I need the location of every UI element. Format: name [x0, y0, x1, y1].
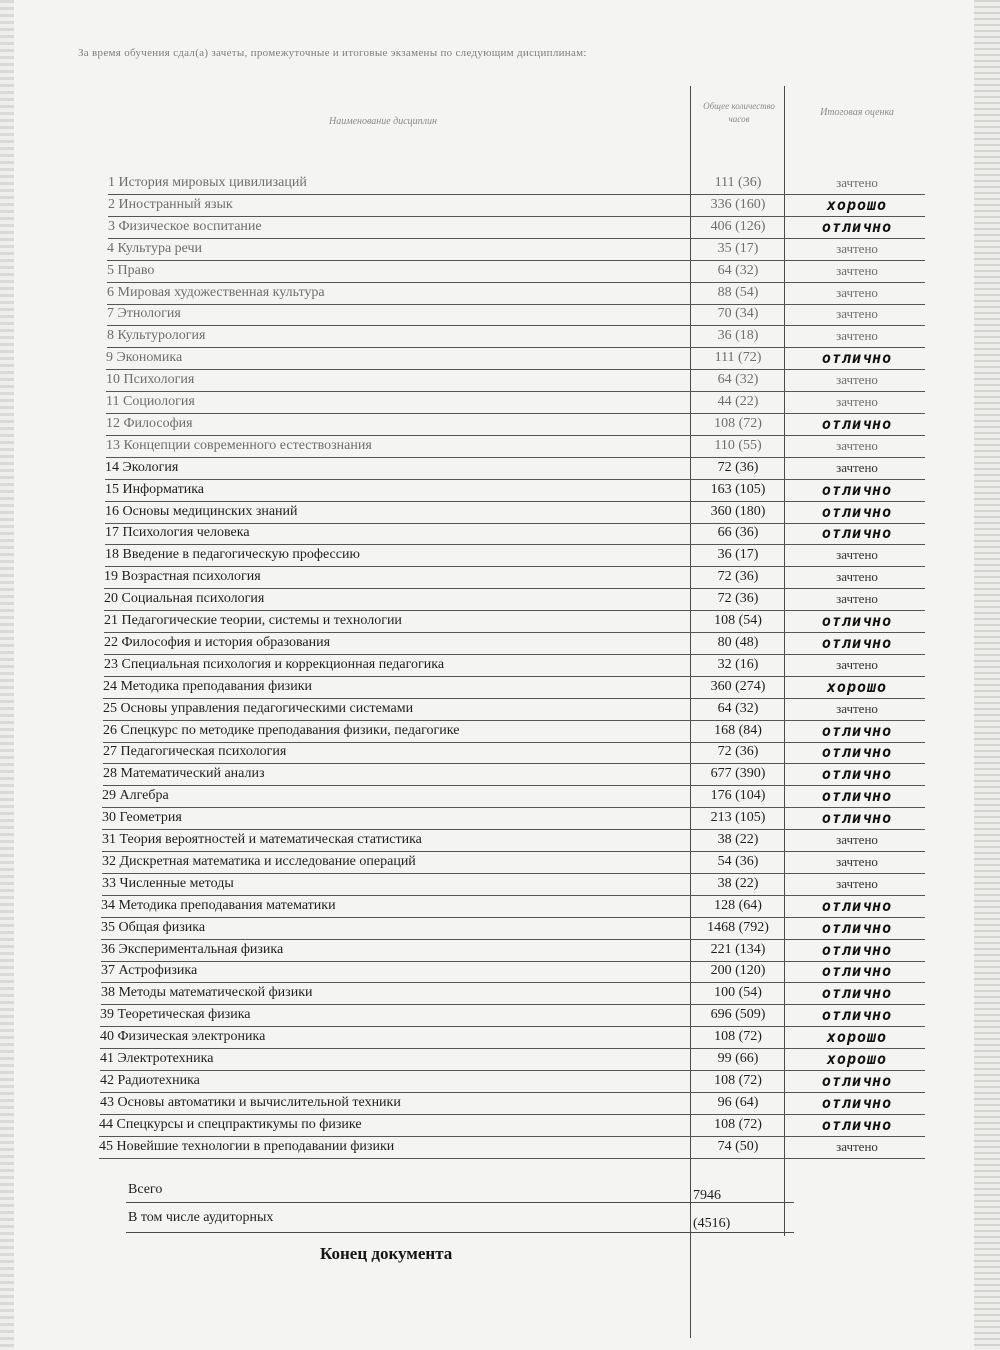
subject-title: Спецкурс по методике преподавания физики, педагогике — [120, 723, 460, 738]
subject-grade: отлично — [821, 415, 893, 433]
subject-title: Электротехника — [117, 1051, 214, 1066]
subject-hours: 111 (72) — [714, 350, 762, 365]
subject-title: Этнология — [117, 306, 181, 321]
subject-hours: 406 (126) — [710, 219, 766, 234]
subject-number: 44 — [99, 1117, 113, 1132]
subject-hours: 36 (17) — [717, 547, 759, 562]
subject-grade: отлично — [821, 612, 893, 630]
subject-name — [107, 325, 205, 347]
subject-hours: 64 (32) — [717, 263, 759, 278]
table-row — [102, 851, 925, 874]
table-row — [107, 238, 925, 261]
subject-grade: хорошо — [826, 678, 888, 696]
subject-name — [107, 282, 325, 304]
subject-grade: отлично — [821, 1094, 893, 1112]
subject-number: 43 — [100, 1095, 114, 1110]
subject-grade: зачтено — [836, 460, 878, 475]
subject-name — [105, 522, 250, 544]
table-row — [99, 1136, 925, 1159]
subject-grade: хорошо — [826, 1050, 888, 1068]
subject-name — [100, 1070, 200, 1092]
subject-name — [104, 654, 444, 676]
table-row — [103, 741, 925, 764]
subject-title: Основы медицинских знаний — [122, 504, 298, 519]
table-row — [100, 1026, 925, 1049]
auditory-hours-value: (4516) — [693, 1216, 731, 1231]
table-row — [105, 501, 925, 524]
table-row — [101, 895, 925, 918]
subject-grade: зачтено — [836, 547, 878, 562]
subject-hours: 696 (509) — [710, 1007, 766, 1022]
subject-name — [104, 632, 330, 654]
subject-hours: 99 (66) — [717, 1051, 759, 1066]
subject-title: Психология — [123, 372, 195, 387]
subject-number: 4 — [107, 241, 114, 256]
subject-grade: отлично — [821, 1006, 893, 1024]
subject-number: 19 — [104, 569, 118, 584]
subject-hours: 100 (54) — [714, 985, 762, 1000]
subject-grade: отлично — [821, 897, 893, 915]
subject-number: 33 — [102, 876, 116, 891]
subject-number: 3 — [108, 219, 115, 234]
subject-number: 35 — [101, 920, 115, 935]
subject-name — [102, 873, 234, 895]
subject-name — [102, 807, 182, 829]
table-row — [106, 413, 925, 436]
subject-title: Основы управления педагогическими системами — [120, 701, 414, 716]
subject-hours: 200 (120) — [710, 963, 766, 978]
table-row — [103, 676, 925, 699]
subject-hours: 38 (22) — [717, 876, 759, 891]
subject-name — [101, 917, 205, 939]
subject-name — [106, 391, 195, 413]
subject-title: Общая физика — [118, 920, 206, 935]
column-header-hours: Общее количество часов — [703, 101, 775, 124]
subject-grade: отлично — [821, 919, 893, 937]
subject-title: Математический анализ — [120, 766, 265, 781]
table-row — [101, 982, 925, 1005]
subject-name — [108, 172, 307, 194]
subject-grade: зачтено — [836, 854, 878, 869]
subject-name — [103, 763, 265, 785]
subject-number: 32 — [102, 854, 116, 869]
subject-title: Социология — [122, 394, 195, 409]
subject-number: 28 — [103, 766, 117, 781]
subject-grade: зачтено — [836, 372, 878, 387]
table-row — [106, 369, 925, 392]
subject-name — [105, 479, 204, 501]
subject-grade: зачтено — [836, 657, 878, 672]
scan-edge-left — [0, 0, 14, 1350]
table-row — [100, 1048, 925, 1071]
table-row — [100, 1070, 925, 1093]
subject-grade: зачтено — [836, 438, 878, 453]
table-row — [106, 435, 925, 458]
subject-grade: зачтено — [836, 832, 878, 847]
subject-title: Физическая электроника — [117, 1029, 266, 1044]
table-row — [102, 807, 925, 830]
subject-title: Экономика — [116, 350, 183, 365]
table-row — [108, 172, 925, 195]
subject-hours: 35 (17) — [717, 241, 759, 256]
table-row — [104, 610, 925, 633]
subject-grade: отлично — [821, 503, 893, 521]
subject-hours: 336 (160) — [710, 197, 766, 212]
subject-number: 5 — [107, 263, 114, 278]
subject-name — [106, 413, 193, 435]
table-row — [101, 917, 925, 940]
subject-title: Социальная психология — [121, 591, 265, 606]
subject-title: Алгебра — [119, 788, 169, 803]
subject-hours: 36 (18) — [717, 328, 759, 343]
table-row — [106, 347, 925, 370]
subject-name — [108, 194, 233, 216]
subject-name — [104, 588, 264, 610]
total-label: Всего — [128, 1182, 163, 1197]
subject-title: Астрофизика — [118, 963, 198, 978]
subject-number: 31 — [102, 832, 116, 847]
subject-title: Радиотехника — [117, 1073, 200, 1088]
subject-title: Теория вероятностей и математическая статистика — [119, 832, 422, 847]
subject-grade: хорошо — [826, 1028, 888, 1046]
subject-hours: 80 (48) — [717, 635, 759, 650]
subject-title: Физическое воспитание — [118, 219, 262, 234]
subject-name — [108, 216, 262, 238]
table-row — [104, 588, 925, 611]
subject-hours: 88 (54) — [717, 285, 759, 300]
subject-hours: 64 (32) — [717, 701, 759, 716]
subject-name — [106, 369, 194, 391]
subject-name — [104, 566, 261, 588]
subject-title: Специальная психология и коррекционная педагогика — [121, 657, 445, 672]
subject-grade: отлично — [821, 941, 893, 959]
subject-grade: отлично — [821, 787, 893, 805]
subject-hours: 163 (105) — [710, 482, 766, 497]
subject-number: 8 — [107, 328, 114, 343]
subject-grade: отлично — [821, 218, 893, 236]
subject-title: Концепции современного естествознания — [123, 438, 372, 453]
subject-grade: отлично — [821, 962, 893, 980]
subject-number: 23 — [104, 657, 118, 672]
subject-name — [101, 960, 197, 982]
subject-title: Культурология — [117, 328, 206, 343]
subject-number: 39 — [100, 1007, 114, 1022]
subject-title: Педагогическая психология — [120, 744, 287, 759]
subject-number: 13 — [106, 438, 120, 453]
subject-hours: 221 (134) — [710, 942, 766, 957]
subject-hours: 66 (36) — [717, 525, 759, 540]
subject-title: Философия и история образования — [121, 635, 331, 650]
subject-title: Спецкурсы и спецпрактикумы по физике — [116, 1117, 362, 1132]
subject-hours: 1468 (792) — [707, 920, 769, 935]
subject-name — [100, 1092, 401, 1114]
table-row — [103, 698, 925, 721]
subject-grade: зачтено — [836, 876, 878, 891]
subject-name — [99, 1114, 362, 1136]
subject-grade: отлично — [821, 481, 893, 499]
subject-grade: зачтено — [836, 569, 878, 584]
column-header-grade: Итоговая оценка — [820, 107, 894, 118]
subject-number: 12 — [106, 416, 120, 431]
total-hours-value: 7946 — [693, 1188, 721, 1203]
subject-name — [103, 741, 286, 763]
table-row — [108, 194, 925, 217]
subject-grade: отлично — [821, 984, 893, 1002]
subject-hours: 213 (105) — [710, 810, 766, 825]
table-row — [103, 720, 925, 743]
subject-name — [100, 1026, 265, 1048]
subject-name — [107, 238, 202, 260]
subject-number: 10 — [106, 372, 120, 387]
subject-grade: зачтено — [836, 394, 878, 409]
table-row — [105, 479, 925, 502]
column-header-name: Наименование дисциплин — [329, 116, 437, 127]
table-row — [100, 1092, 925, 1115]
subject-hours: 168 (84) — [714, 723, 762, 738]
subject-name — [102, 851, 416, 873]
subject-title: Методика преподавания физики — [120, 679, 313, 694]
subject-title: Педагогические теории, системы и технологии — [121, 613, 402, 628]
subject-hours: 70 (34) — [717, 306, 759, 321]
subject-hours: 44 (22) — [717, 394, 759, 409]
subject-number: 18 — [105, 547, 119, 562]
subject-hours: 110 (55) — [714, 438, 762, 453]
subject-number: 16 — [105, 504, 119, 519]
subject-title: Теоретическая физика — [117, 1007, 251, 1022]
subject-grade: отлично — [821, 524, 893, 542]
subject-number: 27 — [103, 744, 117, 759]
subject-name — [101, 982, 313, 1004]
subject-number: 2 — [108, 197, 115, 212]
subject-hours: 677 (390) — [710, 766, 766, 781]
subject-title: Геометрия — [119, 810, 182, 825]
subject-title: Введение в педагогическую профессию — [122, 547, 360, 562]
subject-title: Дискретная математика и исследование операций — [119, 854, 416, 869]
subject-hours: 38 (22) — [717, 832, 759, 847]
table-row — [108, 216, 925, 239]
subject-name — [102, 785, 169, 807]
subject-name — [101, 895, 336, 917]
table-row — [105, 522, 925, 545]
subject-grade: отлично — [821, 765, 893, 783]
subject-number: 21 — [104, 613, 118, 628]
subject-number: 15 — [105, 482, 119, 497]
table-row — [102, 785, 925, 808]
subject-grade: зачтено — [836, 285, 878, 300]
subject-title: Методы математической физики — [118, 985, 313, 1000]
subject-number: 24 — [103, 679, 117, 694]
subject-hours: 108 (72) — [714, 416, 762, 431]
subject-title: Информатика — [122, 482, 204, 497]
table-row — [100, 1004, 925, 1027]
subject-hours: 360 (180) — [710, 504, 766, 519]
subject-title: Основы автоматики и вычислительной техники — [117, 1095, 401, 1110]
subject-name — [103, 698, 413, 720]
subject-hours: 96 (64) — [717, 1095, 759, 1110]
subject-name — [105, 501, 298, 523]
subject-grade: зачтено — [836, 175, 878, 190]
subject-title: Новейшие технологии в преподавании физики — [116, 1139, 395, 1154]
subject-number: 36 — [101, 942, 115, 957]
subject-hours: 108 (72) — [714, 1073, 762, 1088]
table-row — [107, 282, 925, 305]
subject-number: 9 — [106, 350, 113, 365]
table-row — [107, 260, 925, 283]
subject-name — [105, 544, 360, 566]
subject-title: Численные методы — [119, 876, 234, 891]
subject-number: 14 — [105, 460, 119, 475]
table-row — [101, 960, 925, 983]
subject-number: 34 — [101, 898, 115, 913]
subject-title: Философия — [123, 416, 193, 431]
table-row — [99, 1114, 925, 1137]
subject-grade: зачтено — [836, 241, 878, 256]
subject-title: Мировая художественная культура — [117, 285, 325, 300]
table-row — [107, 325, 925, 348]
table-row — [107, 303, 925, 326]
subject-title: Психология человека — [122, 525, 250, 540]
subject-hours: 128 (64) — [714, 898, 762, 913]
subject-hours: 72 (36) — [717, 591, 759, 606]
subject-grade: отлично — [821, 349, 893, 367]
subject-number: 42 — [100, 1073, 114, 1088]
subject-name — [99, 1136, 394, 1158]
subject-name — [100, 1048, 213, 1070]
table-row — [104, 654, 925, 677]
subject-grade: зачтено — [836, 306, 878, 321]
subject-grade: отлично — [821, 1116, 893, 1134]
subject-name — [103, 720, 459, 742]
table-row — [105, 457, 925, 480]
subject-grade: зачтено — [836, 328, 878, 343]
subject-name — [107, 303, 181, 325]
subject-grade: хорошо — [826, 196, 888, 214]
subject-grade: зачтено — [836, 701, 878, 716]
intro-text: За время обучения сдал(а) зачеты, промежуточные и итоговые экзамены по следующим дисциплинам: — [78, 47, 587, 59]
subject-grade: зачтено — [836, 591, 878, 606]
auditory-underline — [126, 1232, 794, 1233]
subject-number: 45 — [99, 1139, 113, 1154]
subject-number: 11 — [106, 394, 120, 409]
table-row — [105, 544, 925, 567]
subject-grade: зачтено — [836, 1139, 878, 1154]
subject-grade: отлично — [821, 1072, 893, 1090]
subject-number: 26 — [103, 723, 117, 738]
subject-number: 7 — [107, 306, 114, 321]
table-row — [101, 939, 925, 962]
subject-name — [106, 435, 372, 457]
subject-title: Иностранный язык — [118, 197, 233, 212]
subject-hours: 360 (274) — [710, 679, 766, 694]
subject-hours: 111 (36) — [714, 175, 762, 190]
subject-name — [102, 829, 422, 851]
subject-title: Экспериментальная физика — [118, 942, 284, 957]
subject-number: 30 — [102, 810, 116, 825]
subject-title: Право — [117, 263, 155, 278]
subject-number: 22 — [104, 635, 118, 650]
subject-name — [104, 610, 402, 632]
table-row — [106, 391, 925, 414]
subject-number: 40 — [100, 1029, 114, 1044]
subject-hours: 74 (50) — [717, 1139, 759, 1154]
subject-hours: 108 (72) — [714, 1029, 762, 1044]
subject-title: Культура речи — [117, 241, 203, 256]
subject-number: 1 — [108, 175, 115, 190]
auditory-label: В том числе аудиторных — [128, 1210, 274, 1225]
subject-number: 41 — [100, 1051, 114, 1066]
subject-name — [106, 347, 182, 369]
subject-hours: 108 (54) — [714, 613, 762, 628]
scan-edge-right — [974, 0, 1000, 1350]
subject-number: 29 — [102, 788, 116, 803]
subject-hours: 108 (72) — [714, 1117, 762, 1132]
subject-hours: 54 (36) — [717, 854, 759, 869]
subject-number: 37 — [101, 963, 115, 978]
subject-hours: 176 (104) — [710, 788, 766, 803]
subject-grade: отлично — [821, 722, 893, 740]
subject-name — [100, 1004, 251, 1026]
subject-hours: 64 (32) — [717, 372, 759, 387]
subject-number: 20 — [104, 591, 118, 606]
table-row — [102, 829, 925, 852]
subject-grade: отлично — [821, 809, 893, 827]
table-row — [103, 763, 925, 786]
subject-title: Методика преподавания математики — [118, 898, 336, 913]
subject-hours: 32 (16) — [717, 657, 759, 672]
table-row — [104, 632, 925, 655]
subject-hours: 72 (36) — [717, 569, 759, 584]
subject-name — [105, 457, 178, 479]
subject-number: 17 — [105, 525, 119, 540]
subject-number: 38 — [101, 985, 115, 1000]
subject-title: История мировых цивилизаций — [118, 175, 307, 190]
end-of-document: Конец документа — [320, 1244, 453, 1263]
subject-number: 25 — [103, 701, 117, 716]
subject-number: 6 — [107, 285, 114, 300]
table-row — [104, 566, 925, 589]
subject-grade: зачтено — [836, 263, 878, 278]
subject-grade: отлично — [821, 743, 893, 761]
subject-hours: 72 (36) — [717, 744, 759, 759]
subject-title: Возрастная психология — [121, 569, 261, 584]
subject-name — [103, 676, 312, 698]
subject-name — [107, 260, 154, 282]
subject-hours: 72 (36) — [717, 460, 759, 475]
subject-name — [101, 939, 283, 961]
subject-title: Экология — [122, 460, 179, 475]
subject-grade: отлично — [821, 634, 893, 652]
table-row — [102, 873, 925, 896]
